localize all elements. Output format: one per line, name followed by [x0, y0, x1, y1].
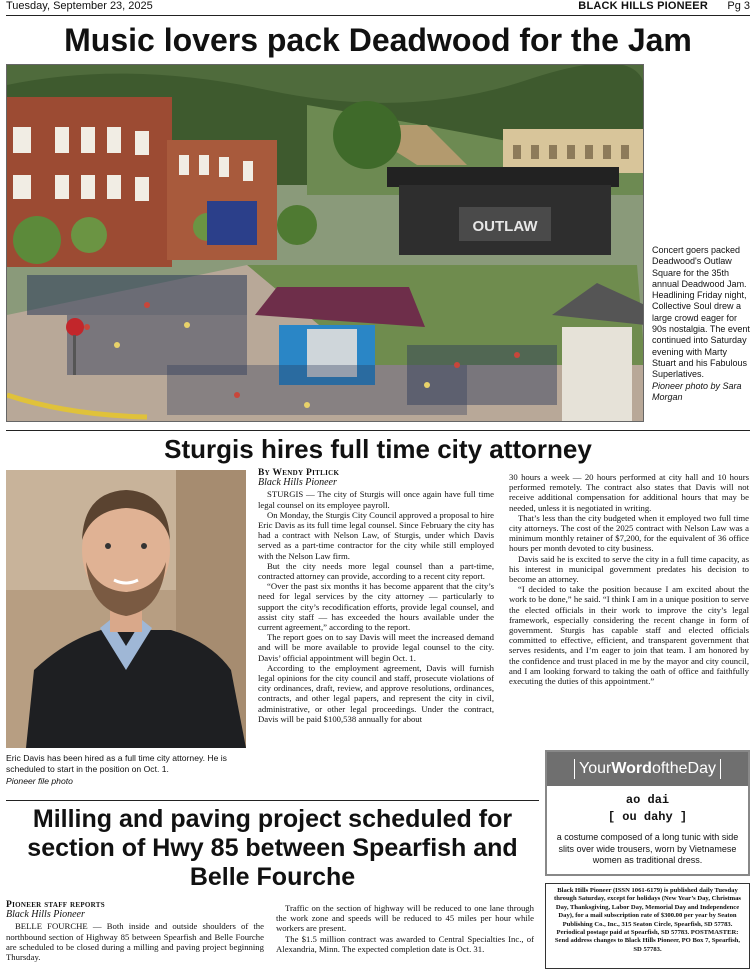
caption-text: Concert goers packed Deadwood's Outlaw Square for the 35th annual Deadwood Jam. Headlining Friday night, Collective Soul drew a large crowd eager for 90s nostalgia. The event continued into Saturday evening with Marty Stuart and his Fabulous Superlatives. [652, 245, 750, 380]
paragraph: Traffic on the section of highway will be reduced to one lane through the work zone and speeds will be reduced to 45 miles per hour while workers are present. [276, 903, 534, 934]
lead-headline: Music lovers pack Deadwood for the Jam [64, 22, 692, 58]
portrait-credit: Pioneer file photo [6, 775, 73, 786]
paragraph: Davis said he is excited to serve the city in a full time capacity, as his interest in municipal government predates his decision to become an attorney. [509, 553, 749, 585]
concert-photo [6, 64, 644, 422]
paragraph: “I decided to take the position because I am excited about the work to be done,” he said. “I think I am in a unique position to serve the elected officials in their work to improve the city’s legal framework, especially considering the recent change in form of government. Sturgis has capable staff and elected officials committed to effective, efficient, and transparent government that serves residents, and I’m eager to join that team. I am honored by the confidence and trust placed in me by the mayor and city council, and I am looking forward to taking the oath of office and faithfully executing the duties of this appointment.” [509, 584, 749, 687]
stage-sign: OUTLAW [472, 218, 538, 235]
wotd-word: ao dai [625, 793, 670, 807]
wotd-definition: a costume composed of a long tunic with side slits over wide trousers, worn by Vietnamese women as traditional dress. [556, 832, 739, 865]
paragraph: The report goes on to say Davis will meet the increased demand and will be more available to provide legal counsel to the city. Davis’ official appointment will begin Oct. 1. [258, 632, 494, 663]
byline: By Wendy Pitlick [258, 468, 340, 478]
portrait-caption [6, 753, 251, 787]
wotd-pronunciation: [ ou dahy ] [607, 810, 688, 824]
issue-date: Tuesday, September 23, 2025 [6, 0, 153, 12]
byline-paper: Black Hills Pioneer [258, 477, 337, 489]
byline: Pioneer staff reports [6, 900, 105, 910]
attorney-column-2 [509, 472, 749, 686]
paragraph: The $1.5 million contract was awarded to Central Specialties Inc., of Alexandria, Minn. The expected completion date is Oct. 31. [276, 933, 534, 954]
paving-column-2 [276, 903, 534, 954]
eric-davis-photo [6, 470, 246, 748]
page-header [6, 0, 750, 14]
paragraph: “Over the past six months it has become apparent that the city’s need for legal services by the city attorney — particularly to support the city’s recodification efforts, provide legal counsel, and assist city staff — has exceeded the hours available under the current agreement,” according to the report. [258, 581, 494, 633]
paving-headline: Milling and paving project scheduled for section of Hwy 85 between Spearfish and Belle Fourche [27, 805, 518, 891]
word-of-the-day-box [545, 750, 750, 876]
publication-statement: Black Hills Pioneer (ISSN 1061-6179) is published daily Tuesday through Saturday, except for holidays (New Year’s Day, Christmas Day, Thanksgiving, Labor Day, Memorial Day and Independence Day), for a mail subscription rate of $300.00 per year by Seaton Publishing Co., Inc., 315 Seaton Circle, Spearfish, SD 57783. Periodical postage paid at Spearfish, SD 57783. POSTMASTER: Send address changes to Black Hills Pioneer, PO Box 7, Spearfish, SD 57783. [545, 883, 750, 969]
photo-credit: Pioneer photo by Sara Morgan [652, 380, 742, 402]
wotd-word-label: Word [611, 760, 652, 777]
wotd-of-the-day: oftheDay [651, 760, 716, 777]
byline-paper: Black Hills Pioneer [6, 909, 85, 921]
attorney-column-1 [258, 468, 494, 724]
paragraph: On Monday, the Sturgis City Council approved a proposal to hire Eric Davis as its full time legal counsel. Since February the city has had a contract with Nelson Law, of Sturgis, under which Davis served as a part-time contractor for the city while still employed with the Nelson Law firm. [258, 509, 494, 561]
paragraph: BELLE FOURCHE — Both inside and outside shoulders of the northbound section of Highway 85 between Spearfish and Belle Fourche are scheduled to be closed during a milling and paving project beginning Thursday. [6, 921, 264, 963]
page-number: Pg 3 [727, 0, 750, 12]
paving-column-1 [6, 900, 264, 962]
portrait-caption-text: Eric Davis has been hired as a full time city attorney. He is scheduled to start in the position on Oct. 1. [6, 753, 227, 775]
attorney-headline: Sturgis hires full time city attorney [164, 434, 592, 464]
paragraph: 30 hours a week — 20 hours performed at city hall and 10 hours performed remotely. The contract also states that Davis will not receive additional compensation for additional hours that may be needed, unless it is negotiated in writing. [509, 472, 749, 513]
paragraph: But the city needs more legal counsel than a part-time, contracted attorney can provide, according to a recent city report. [258, 560, 494, 582]
newspaper-name: BLACK HILLS PIONEER [578, 0, 708, 12]
wotd-your: Your [579, 760, 612, 777]
section-rule [6, 800, 539, 801]
word-of-the-day-banner [547, 752, 748, 786]
paragraph: According to the employment agreement, Davis will furnish legal opinions for the city council and staff, prosecute violations of city ordinances, draft, review, and approve resolutions, ordinances, contracts, and other legal papers, and represent the city in civil, administrative, or other legal proceedings. Under the contract, Davis will be paid $100,538 annually for about [258, 662, 494, 724]
paragraph: That’s less than the city budgeted when it employed two full time city attorneys. The cost of the 2025 contract with Nelson Law was a minimum monthly retainer of $7,200, for the equivalent of 36 office hours per month devoted to city business. [509, 512, 749, 554]
photo-caption [652, 245, 752, 403]
section-rule [6, 430, 750, 431]
header-rule [6, 15, 750, 16]
paragraph: STURGIS — The city of Sturgis will once again have full time legal counsel on its employee payroll. [258, 489, 494, 510]
